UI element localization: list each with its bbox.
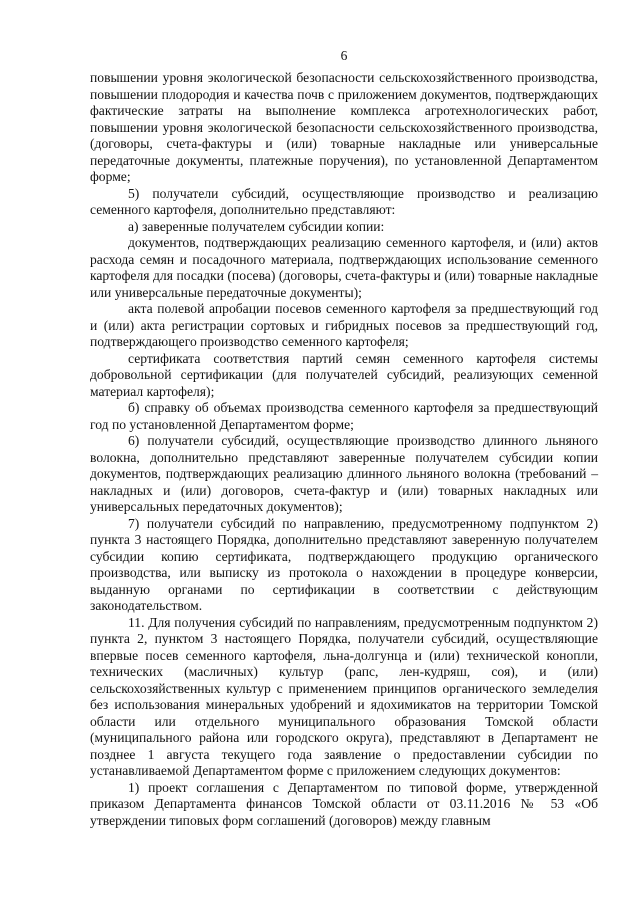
- paragraph: документов, подтверждающих реализацию семенного картофеля, и (или) актов расхода семян и посадочного материала, подтверждающих использование семенного картофеля для посадки (посева) (договоры, счета-фактуры и (или) товарные накладные или универсальные передаточные документы);: [90, 235, 598, 300]
- paragraph: 6) получатели субсидий, осуществляющие производство длинного льняного волокна, дополнительно представляют заверенные получателем субсидии копии документов, подтверждающих реализацию длинного льняного волокна (требований – накладных и (или) договоров, счета-фактур и (или) товарных накладных или универсальных передаточных документов);: [90, 433, 598, 514]
- paragraph: сертификата соответствия партий семян семенного картофеля системы добровольной сертификации (для получателей субсидий, реализующих семенной материал картофеля);: [90, 350, 598, 399]
- paragraph: 1) проект соглашения с Департаментом по типовой форме, утвержденной приказом Департамента финансов Томской области от 03.11.2016 № 53 «Об утверждении типовых форм соглашений (договоров) между главным: [90, 779, 598, 828]
- page-number: 6: [340, 48, 348, 63]
- paragraph: б) справку об объемах производства семенного картофеля за предшествующий год по установленной Департаментом форме;: [90, 400, 598, 432]
- document-body: [90, 70, 598, 829]
- paragraph: а) заверенные получателем субсидии копии:: [128, 218, 385, 234]
- paragraph: повышении уровня экологической безопасности сельскохозяйственного производства, повышении плодородия и качества почв с приложением документов, подтверждающих фактические затраты на выполнение комплекса агротехнологических работ, повышении уровня экологической безопасности сельскохозяйственного производства, (договоры, счета-фактуры и (или) товарные накладные или универсальные передаточные документы, платежные поручения), по установленной Департаментом форме;: [90, 70, 598, 184]
- paragraph: 5) получатели субсидий, осуществляющие производство и реализацию семенного картофеля, дополнительно представляют:: [90, 185, 598, 217]
- paragraph: 7) получатели субсидий по направлению, предусмотренному подпунктом 2) пункта 3 настоящего Порядка, дополнительно представляют заверенную получателем субсидии копию сертификата, подтверждающего продукцию органического производства, или выписку из протокола о нахождении в процедуре конверсии, выданную органами по сертификации в соответствии с действующим законодательством.: [90, 515, 598, 613]
- paragraph: акта полевой апробации посевов семенного картофеля за предшествующий год и (или) акта регистрации сортовых и гибридных посевов за предшествующий год, подтверждающего производство семенного картофеля;: [90, 301, 598, 349]
- paragraph: 11. Для получения субсидий по направлениям, предусмотренным подпунктом 2) пункта 2, пунктом 3 настоящего Порядка, получатели субсидий, осуществляющие впервые посев семенного картофеля, льна-долгунца и (или) технической конопли, технических (масличных) культур (рапс, лен-кудряш, соя), и (или) сельскохозяйственных культур с применением принципов органического земледелия без использования минеральных удобрений и ядохимикатов на территории Томской области или отдельного муниципального образования Томской области (муниципального района или городского округа), представляют в Департамент не позднее 1 августа текущего года заявление о предоставлении субсидии по устанавливаемой Департаментом форме с приложением следующих документов:: [90, 614, 598, 778]
